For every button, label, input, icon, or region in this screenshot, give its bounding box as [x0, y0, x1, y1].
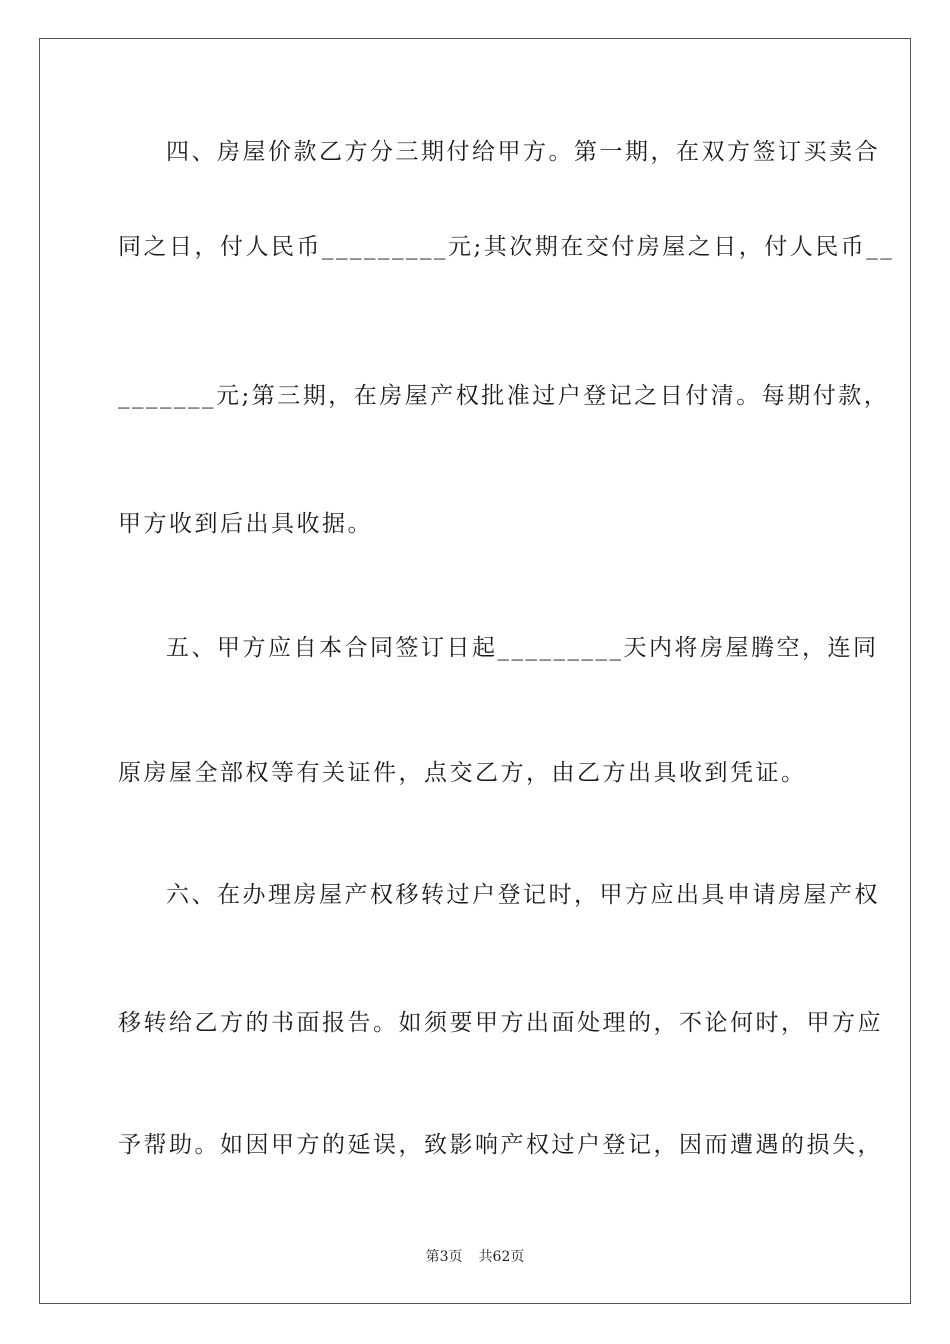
page-border — [39, 38, 911, 1304]
page-footer — [0, 1246, 950, 1266]
clause-6-line-3: 予帮助。如因甲方的延误，致影响产权过户登记，因而遭遇的损失， — [118, 1132, 883, 1158]
clause-4-line-1: 四、房屋价款乙方分三期付给甲方。第一期，在双方签订买卖合 — [166, 139, 880, 165]
clause-4-line-4: 甲方收到后出具收据。 — [118, 511, 373, 537]
clause-5-line-1: 五、甲方应自本合同签订日起_________天内将房屋腾空，连同 — [166, 635, 879, 661]
clause-6-line-2: 移转给乙方的书面报告。如须要甲方出面处理的，不论何时，甲方应 — [118, 1010, 883, 1036]
clause-6-line-1: 六、在办理房屋产权移转过户登记时，甲方应出具申请房屋产权 — [166, 882, 880, 908]
clause-4-line-3: _______元;第三期，在房屋产权批准过户登记之日付清。每期付款， — [118, 383, 890, 409]
clause-5-line-2: 原房屋全部权等有关证件，点交乙方，由乙方出具收到凭证。 — [118, 760, 807, 786]
page-number: 第3页 — [425, 1249, 463, 1265]
clause-4-line-2: 同之日，付人民币_________元;其次期在交付房屋之日，付人民币__ — [118, 234, 895, 260]
page-total: 共62页 — [478, 1249, 525, 1265]
